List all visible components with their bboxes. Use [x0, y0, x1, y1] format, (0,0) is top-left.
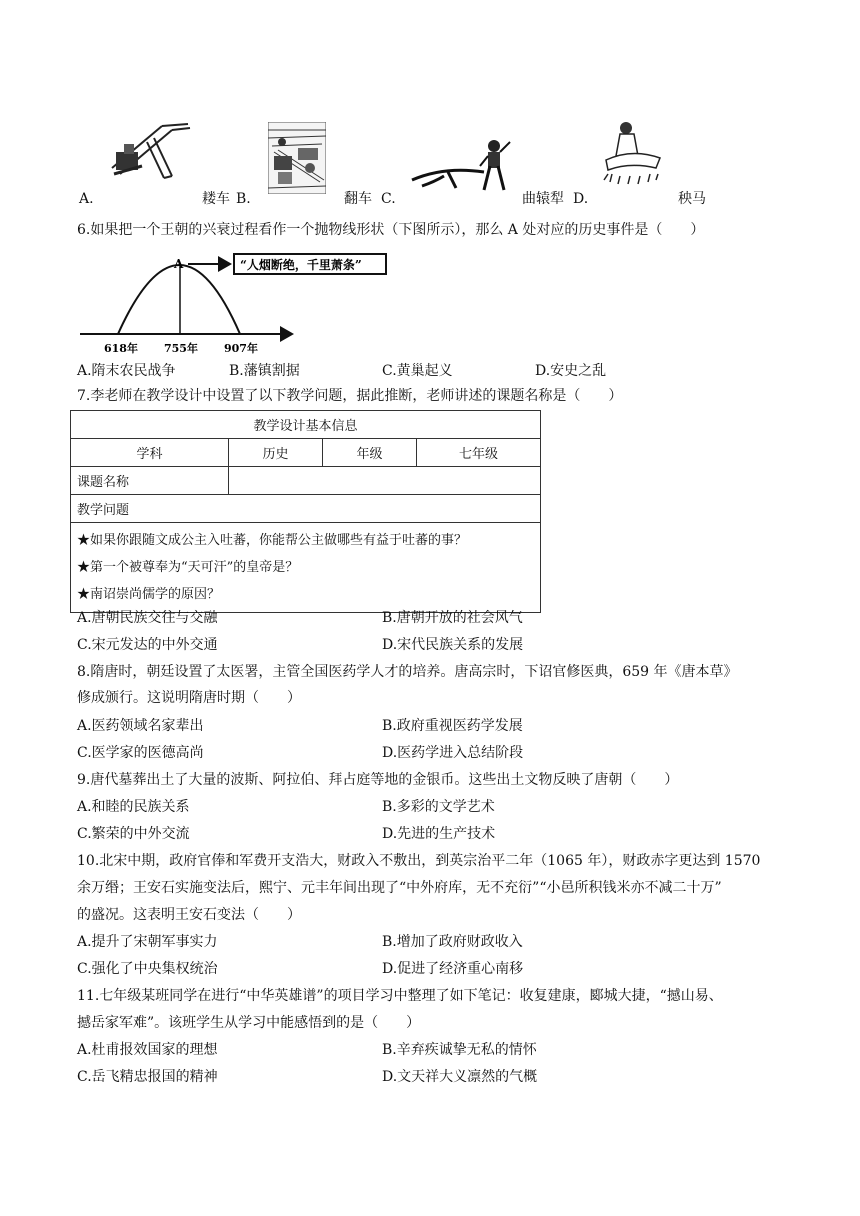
q11-option-b: B.辛弃疾诚挚无私的情怀: [382, 1042, 537, 1058]
topic-value: [229, 467, 541, 495]
peak-point-label: A: [174, 257, 184, 271]
question-item: ★如果你跟随文成公主入吐蕃，你能帮公主做哪些有益于吐蕃的事？: [77, 533, 468, 548]
q10-option-b: B.增加了政府财政收入: [382, 934, 523, 950]
q11-stem-line: 撼岳家军难”。该班学生从学习中能感悟到的是（ ）: [77, 1015, 421, 1031]
table-cell: 七年级: [417, 439, 541, 467]
table-cell: 历史: [229, 439, 323, 467]
q7-option-d: D.宋代民族关系的发展: [382, 637, 524, 653]
q9-option-b: B.多彩的文学艺术: [382, 799, 495, 815]
q10-option-a: A.提升了宋朝军事实力: [77, 934, 218, 950]
option-label: 耧车: [202, 191, 230, 207]
dynasty-parabola-figure: [80, 250, 400, 360]
q8-stem-line: 修成颁行。这说明隋唐时期（ ）: [77, 690, 301, 706]
table-title: 教学设计基本信息: [71, 411, 541, 439]
water-wheel-icon: [268, 122, 326, 194]
tick-label: 618年: [104, 342, 138, 355]
q10-option-d: D.促进了经济重心南移: [382, 961, 524, 977]
questions-label: 教学问题: [71, 495, 541, 523]
option-label: 翻车: [344, 191, 372, 207]
option-label: 秧马: [678, 191, 706, 207]
q7-option-c: C.宋元发达的中外交通: [77, 637, 218, 653]
q9-stem: 9.唐代墓葬出土了大量的波斯、阿拉伯、拜占庭等地的金银币。这些出土文物反映了唐朝（ ）: [77, 772, 679, 788]
tick-label: 755年: [164, 342, 198, 355]
option-letter: A.: [79, 191, 94, 207]
topic-label: 课题名称: [71, 467, 229, 495]
q8-stem-line: 8.隋唐时，朝廷设置了太医署，主管全国医药学人才的培养。唐高宗时，下诏官修医典，659 年《唐本草》: [77, 664, 738, 680]
teaching-design-table: [70, 410, 541, 613]
table-cell: 年级: [323, 439, 417, 467]
q10-stem-line: 的盛况。这表明王安石变法（ ）: [77, 907, 301, 923]
q9-option-a: A.和睦的民族关系: [77, 799, 190, 815]
q10-stem-line: 余万缗；王安石实施变法后，熙宁、元丰年间出现了“中外府库，无不充衍”“小邑所积钱米亦不减二十万”: [77, 880, 722, 896]
q11-option-d: D.文天祥大义凛然的气概: [382, 1069, 538, 1085]
option-letter: D.: [573, 191, 589, 207]
question-item: ★第一个被尊奉为“天可汗”的皇帝是？: [77, 560, 299, 575]
q8-option-a: A.医药领域名家辈出: [77, 718, 204, 734]
q8-option-b: B.政府重视医药学发展: [382, 718, 523, 734]
q8-option-c: C.医学家的医德高尚: [77, 745, 204, 761]
q6-option-b: B.藩镇割据: [229, 363, 300, 379]
q8-option-d: D.医药学进入总结阶段: [382, 745, 524, 761]
option-letter: B.: [236, 191, 251, 207]
callout-text: “人烟断绝，千里萧条”: [240, 258, 362, 272]
tick-label: 907年: [224, 342, 258, 355]
rice-seedling-horse-icon: [600, 118, 664, 194]
q11-option-c: C.岳飞精忠报国的精神: [77, 1069, 218, 1085]
curved-plow-icon: [404, 136, 516, 198]
q7-option-a: A.唐朝民族交往与交融: [77, 610, 218, 626]
q6-option-d: D.安史之乱: [535, 363, 607, 379]
table-cell: 学科: [71, 439, 229, 467]
q9-option-d: D.先进的生产技术: [382, 826, 496, 842]
q6-option-a: A.隋末农民战争: [77, 363, 176, 379]
q10-option-c: C.强化了中央集权统治: [77, 961, 218, 977]
q11-stem-line: 11.七年级某班同学在进行“中华英雄谱”的项目学习中整理了如下笔记：收复建康，郾城大捷，“撼山易、: [77, 988, 723, 1004]
seed-drill-icon: [102, 118, 194, 186]
q9-option-c: C.繁荣的中外交流: [77, 826, 190, 842]
option-label: 曲辕犁: [522, 191, 564, 207]
q7-stem: 7.李老师在教学设计中设置了以下教学问题，据此推断，老师讲述的课题名称是（ ）: [77, 388, 623, 404]
q10-stem-line: 10.北宋中期，政府官俸和军费开支浩大，财政入不敷出，到英宗治平二年（1065 年），财政赤字更达到 1570: [77, 853, 761, 869]
questions-cell: [71, 523, 541, 613]
q6-option-c: C.黄巢起义: [382, 363, 453, 379]
q11-option-a: A.杜甫报效国家的理想: [77, 1042, 218, 1058]
q6-stem: 6.如果把一个王朝的兴衰过程看作一个抛物线形状（下图所示），那么 A 处对应的历史事件是（ ）: [77, 222, 705, 238]
question-item: ★南诏崇尚儒学的原因？: [77, 587, 221, 602]
option-letter: C.: [381, 191, 396, 207]
q7-option-b: B.唐朝开放的社会风气: [382, 610, 523, 626]
